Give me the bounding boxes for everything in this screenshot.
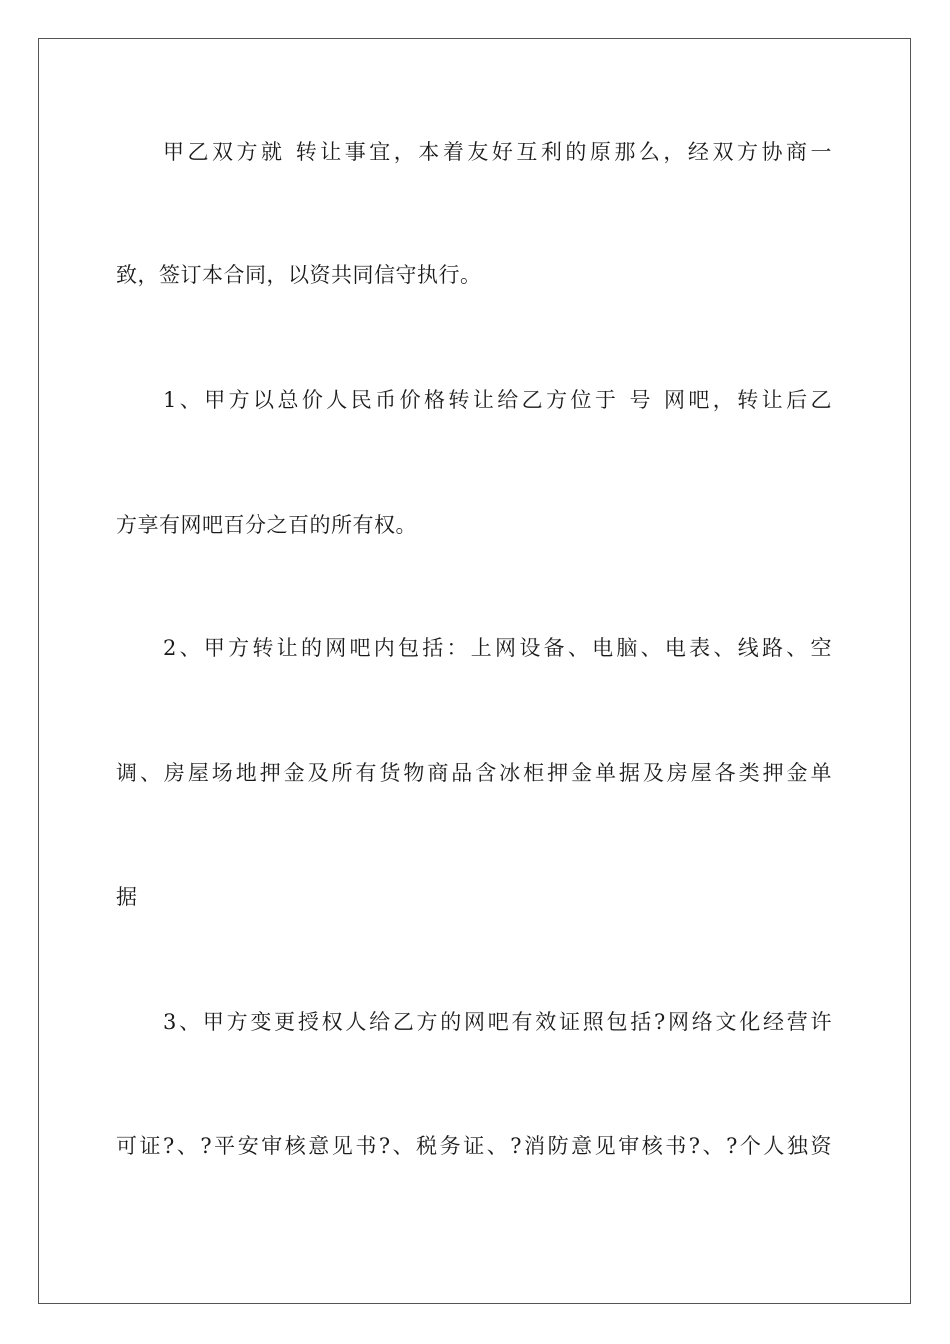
- clause-2-line-2: 调、房屋场地押金及所有货物商品含冰柜押金单据及房屋各类押金单: [116, 761, 832, 785]
- clause-2-line-1: 2、甲方转让的网吧内包括：上网设备、电脑、电表、线路、空: [163, 636, 832, 660]
- clause-3-line-2: 可证?、?平安审核意见书?、税务证、?消防意见审核书?、?个人独资: [116, 1134, 832, 1158]
- paragraph-intro-line-2: 致，签订本合同，以资共同信守执行。: [116, 263, 482, 287]
- clause-2-line-3: 据: [116, 885, 138, 909]
- clause-3-line-1: 3、甲方变更授权人给乙方的网吧有效证照包括?网络文化经营许: [163, 1010, 832, 1034]
- clause-1-line-1: 1、甲方以总价人民币价格转让给乙方位于 号 网吧，转让后乙: [163, 388, 832, 412]
- paragraph-intro-line-1: 甲乙双方就 转让事宜，本着友好互利的原那么，经双方协商一: [163, 140, 832, 164]
- page-border: [38, 38, 911, 1304]
- clause-1-line-2: 方享有网吧百分之百的所有权。: [116, 513, 417, 537]
